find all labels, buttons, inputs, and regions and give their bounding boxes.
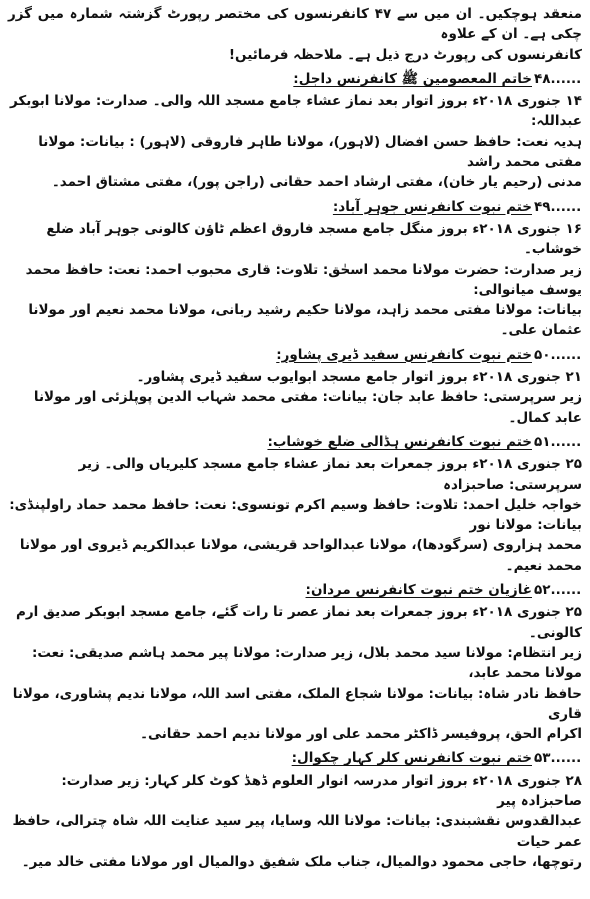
section-line: مدنی (رحیم یار خان)، مفتی ارشاد احمد حقانی (راجن پور)، مفتی مشتاق احمد۔ (51, 174, 582, 191)
section-number: ۴۹...... (534, 198, 582, 215)
section-body (8, 91, 582, 192)
section-heading (8, 432, 582, 452)
section-line: ۱۶ جنوری ۲۰۱۸ء بروز منگل جامع مسجد فاروق اعظم ٹاؤن کالونی جوہر آباد ضلع خوشاب۔ (46, 220, 582, 258)
section-line: ۲۵ جنوری ۲۰۱۸ء بروز جمعرات بعد نماز عصر تا رات گئے، جامع مسجد ابوبکر صدیق ارم کالونی۔ (15, 604, 582, 641)
intro-line: کانفرنسوں کی رپورٹ درج ذیل ہے۔ ملاحظہ فرمائیں! (228, 46, 582, 63)
section-line: ۲۵ جنوری ۲۰۱۸ء بروز جمعرات بعد نماز عشاء جامع مسجد کلیریاں والی۔ زیر سرپرستی: صاحبزادہ (78, 456, 582, 493)
section-line: ۲۸ جنوری ۲۰۱۸ء بروز اتوار مدرسہ انوار العلوم ڈھڈ کوٹ کلر کہار: زیر صدارت: صاحبزادہ پیر (61, 772, 582, 809)
section-title: ختم نبوت کانفرنس سفید ڈیری پشاور: (276, 346, 532, 363)
intro-line: منعقد ہوچکیں۔ ان میں سے ۴۷ کانفرنسوں کی مختصر رپورٹ گزشتہ شمارہ میں گزر چکی ہے۔ ان کے علاوہ (8, 6, 582, 43)
section-line: زیر انتظام: مولانا سید محمد بلال، زیر صدارت: مولانا پیر محمد ہاشم صدیقی: نعت: مولانا محمد عابد، (31, 644, 582, 682)
section-line: ہدیہ نعت: حافظ حسن افضال (لاہور)، مولانا طاہر فاروقی (لاہور) : بیانات: مولانا مفتی محمد راشد (38, 133, 582, 171)
section-number: ۵۱...... (534, 433, 582, 450)
section-line: اکرام الحق، پروفیسر ڈاکٹر محمد علی اور مولانا ندیم احمد حقانی۔ (140, 726, 582, 743)
section-line: بیانات: مولانا مفتی محمد زاہد، مولانا حکیم رشید ربانی، مولانا محمد نعیم اور مولانا عثمان علی۔ (28, 302, 582, 339)
section-number: ۵۲...... (534, 582, 582, 599)
section-heading (8, 748, 582, 768)
section-line: عبدالقدوس نقشبندی: بیانات: مولانا اللہ وسایا، پیر سید عنایت اللہ شاہ چترالی، حافظ عمر حیات (12, 813, 582, 850)
section-line: ۱۴ جنوری ۲۰۱۸ء بروز اتوار بعد نماز عشاء جامع مسجد اللہ والی۔ صدارت: مولانا ابوبکر عبداللہ: (9, 93, 582, 130)
section-body (8, 454, 582, 576)
section-heading (8, 580, 582, 600)
section-title: خاتم المعصومین ﷺ کانفرنس داجل: (293, 70, 532, 87)
section-line: زیر سرپرستی: حافظ عابد جان: بیانات: مفتی محمد شہاب الدین پوپلزئی اور مولانا عابد کمال۔ (33, 389, 582, 426)
section-line: خواجہ خلیل احمد: تلاوت: حافظ وسیم اکرم تونسوی: نعت: حافظ محمد حماد راولپنڈی: بیانات: مولانا نور (9, 496, 582, 534)
section-heading (8, 197, 582, 217)
section-body (8, 219, 582, 341)
section-number: ۵۰...... (534, 346, 582, 363)
section-line: رتوچھا، حاجی محمود دوالمیال، جناب ملک شفیق دوالمیال اور مولانا مفتی خالد میر۔ (21, 853, 582, 870)
section-title: ختم نبوت کانفرنس جوہر آباد: (332, 198, 532, 215)
section-body (8, 771, 582, 872)
section-line: حافظ نادر شاہ: بیانات: مولانا شجاع الملک، مفتی اسد اللہ، مولانا ندیم پشاوری، مولانا قاری (12, 685, 582, 722)
section-number: ۴۸...... (534, 70, 582, 87)
section-title: غازیان ختم نبوت کانفرنس مردان: (305, 582, 532, 599)
section-heading (8, 69, 582, 89)
section-line: زیر صدارت: حضرت مولانا محمد اسحٰق: تلاوت: قاری محبوب احمد: نعت: حافظ محمد یوسف میانوالی: (25, 261, 582, 298)
section-body (8, 367, 582, 428)
section-line: محمد ہزاروی (سرگودھا)، مولانا عبدالواحد قریشی، مولانا عبدالکریم ڈیروی اور مولانا محمد نعیم۔ (19, 537, 582, 574)
section-body (8, 602, 582, 744)
section-heading (8, 345, 582, 365)
section-title: ختم نبوت کانفرنس ہڈالی ضلع خوشاب: (267, 433, 532, 450)
section-line: ۲۱ جنوری ۲۰۱۸ء بروز اتوار جامع مسجد ابوایوب سفید ڈیری پشاور۔ (136, 369, 582, 386)
section-number: ۵۳...... (534, 750, 582, 767)
section-title: ختم نبوت کانفرنس کلر کہار چکوال: (291, 750, 532, 767)
intro-paragraph (8, 4, 582, 65)
